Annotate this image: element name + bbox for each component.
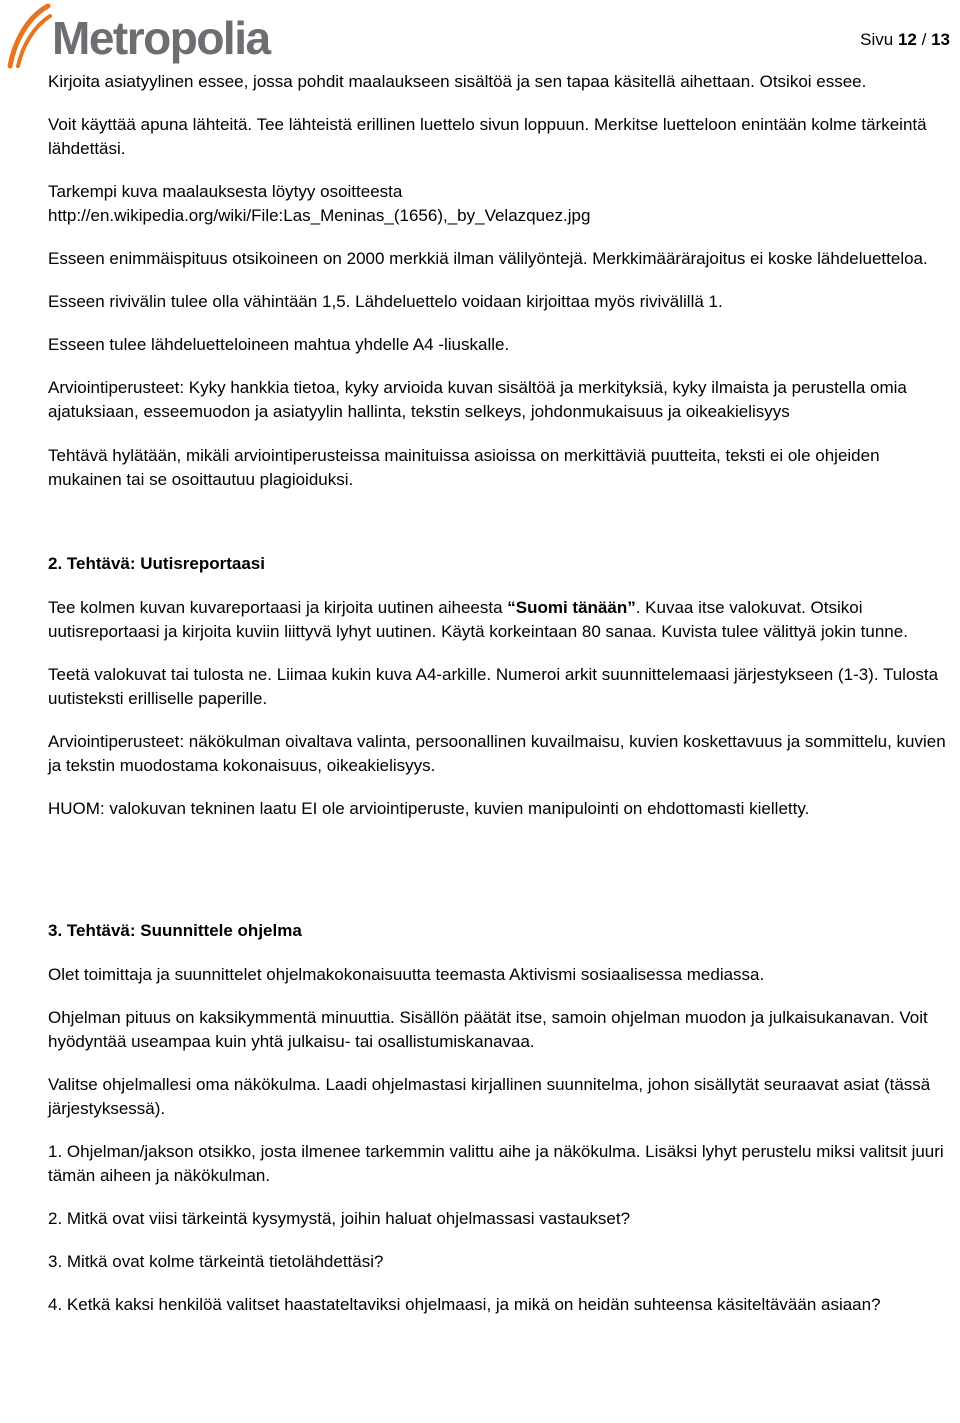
wikipedia-link[interactable]: http://en.wikipedia.org/wiki/File:Las_Meninas_(1656),_by_Velazquez.jpg [48, 206, 591, 225]
task1-paragraph-3-text: Tarkempi kuva maalauksesta löytyy osoitteesta [48, 182, 403, 201]
metropolia-logo [4, 4, 270, 68]
task3-paragraph-2: Ohjelman pituus on kaksikymmentä minuuttia. Sisällön päätät itse, samoin ohjelman muodon ja julkaisukanavan. Voit hyödyntää useampaa kuin yhtä julkaisu- tai osallistumiskanavaa. [48, 1008, 928, 1051]
task2-topic: “Suomi tänään” [507, 598, 636, 617]
page-number [860, 30, 950, 50]
task1-paragraph-1: Kirjoita asiatyylinen essee, jossa pohdit maalaukseen sisältöä ja sen tapaa käsitellä aihettaan. Otsikoi essee. [48, 72, 867, 91]
task2-heading: 2. Tehtävä: Uutisreportaasi [48, 554, 265, 573]
task2-paragraph-1-end: . Kuvaa itse valokuvat. Otsikoi uutisreportaasi ja kirjoita kuviin liittyvä lyhyt uutinen. Käytä korkeintaan 80 sanaa. Kuvista tulee välittyä jokin tunne. [48, 598, 908, 641]
task3-list-item-4: 4. Ketkä kaksi henkilöä valitset haastateltaviksi ohjelmaasi, ja mikä on heidän suhteensa käsiteltävään asiaan? [48, 1295, 881, 1314]
task2-paragraph-3: Arviointiperusteet: näkökulman oivaltava valinta, persoonallinen kuvailmaisu, kuvien koskettavuus ja sommittelu, kuvien ja tekstin muodostama kokonaisuus, oikeakielisyys. [48, 732, 946, 775]
task3-list-item-2: 2. Mitkä ovat viisi tärkeintä kysymystä, joihin haluat ohjelmassasi vastaukset? [48, 1209, 631, 1228]
page-total: 13 [931, 30, 950, 49]
task3-heading: 3. Tehtävä: Suunnittele ohjelma [48, 921, 302, 940]
task2-paragraph-1 [48, 596, 948, 644]
page-header [0, 0, 960, 70]
metropolia-logo-graphic [4, 4, 270, 68]
task1-paragraph-4: Esseen enimmäispituus otsikoineen on 2000 merkkiä ilman välilyöntejä. Merkkimäärärajoitus ei koske lähdeluetteloa. [48, 249, 928, 268]
task3-paragraph-1: Olet toimittaja ja suunnittelet ohjelmakokonaisuutta teemasta Aktivismi sosiaalisessa mediassa. [48, 965, 765, 984]
page-label: Sivu [860, 30, 894, 49]
logo-wordmark: Metropolia [52, 12, 270, 64]
page-current: 12 [897, 30, 917, 49]
task1-paragraph-7: Arviointiperusteet: Kyky hankkia tietoa, kyky arvioida kuvan sisältöä ja merkityksiä, kyky ilmaista ja perustella omia ajatuksiaan, esseemuodon ja asiatyylin hallinta, tekstin selkeys, johdonmukaisuus ja oikeakielisyys [48, 378, 907, 421]
task1-paragraph-8: Tehtävä hylätään, mikäli arviointiperusteissa mainituissa asioissa on merkittäviä puutteita, teksti ei ole ohjeiden mukainen tai se osoittautuu plagioiduksi. [48, 446, 880, 489]
task3-paragraph-3: Valitse ohjelmallesi oma näkökulma. Laadi ohjelmastasi kirjallinen suunnitelma, johon sisällytät seuraavat asiat (tässä järjestyksessä). [48, 1075, 931, 1118]
task1-paragraph-2: Voit käyttää apuna lähteitä. Tee lähteistä erillinen luettelo sivun loppuun. Merkitse luetteloon enintään kolme tärkeintä lähdettäsi. [48, 115, 927, 158]
task2-paragraph-1-start: Tee kolmen kuvan kuvareportaasi ja kirjoita uutinen aiheesta [48, 598, 508, 617]
task1-paragraph-6: Esseen tulee lähdeluetteloineen mahtua yhdelle A4 -liuskalle. [48, 335, 510, 354]
task2-paragraph-2: Teetä valokuvat tai tulosta ne. Liimaa kukin kuva A4-arkille. Numeroi arkit suunnittelemaasi järjestykseen (1-3). Tulosta uutisteksti erilliselle paperille. [48, 665, 939, 708]
page-separator: / [921, 30, 927, 49]
task1-paragraph-3 [48, 180, 948, 228]
task3-list-item-1: 1. Ohjelman/jakson otsikko, josta ilmenee tarkemmin valittu aihe ja näkökulma. Lisäksi lyhyt perustelu miksi valitsit juuri tämän aiheen ja näkökulman. [48, 1142, 944, 1185]
task3-list-item-3: 3. Mitkä ovat kolme tärkeintä tietolähdettäsi? [48, 1252, 384, 1271]
task2-paragraph-4: HUOM: valokuvan tekninen laatu EI ole arviointiperuste, kuvien manipulointi on ehdottomasti kielletty. [48, 799, 810, 818]
task1-paragraph-5: Esseen rivivälin tulee olla vähintään 1,5. Lähdeluettelo voidaan kirjoittaa myös rivivälillä 1. [48, 292, 723, 311]
document-body [48, 70, 948, 1317]
